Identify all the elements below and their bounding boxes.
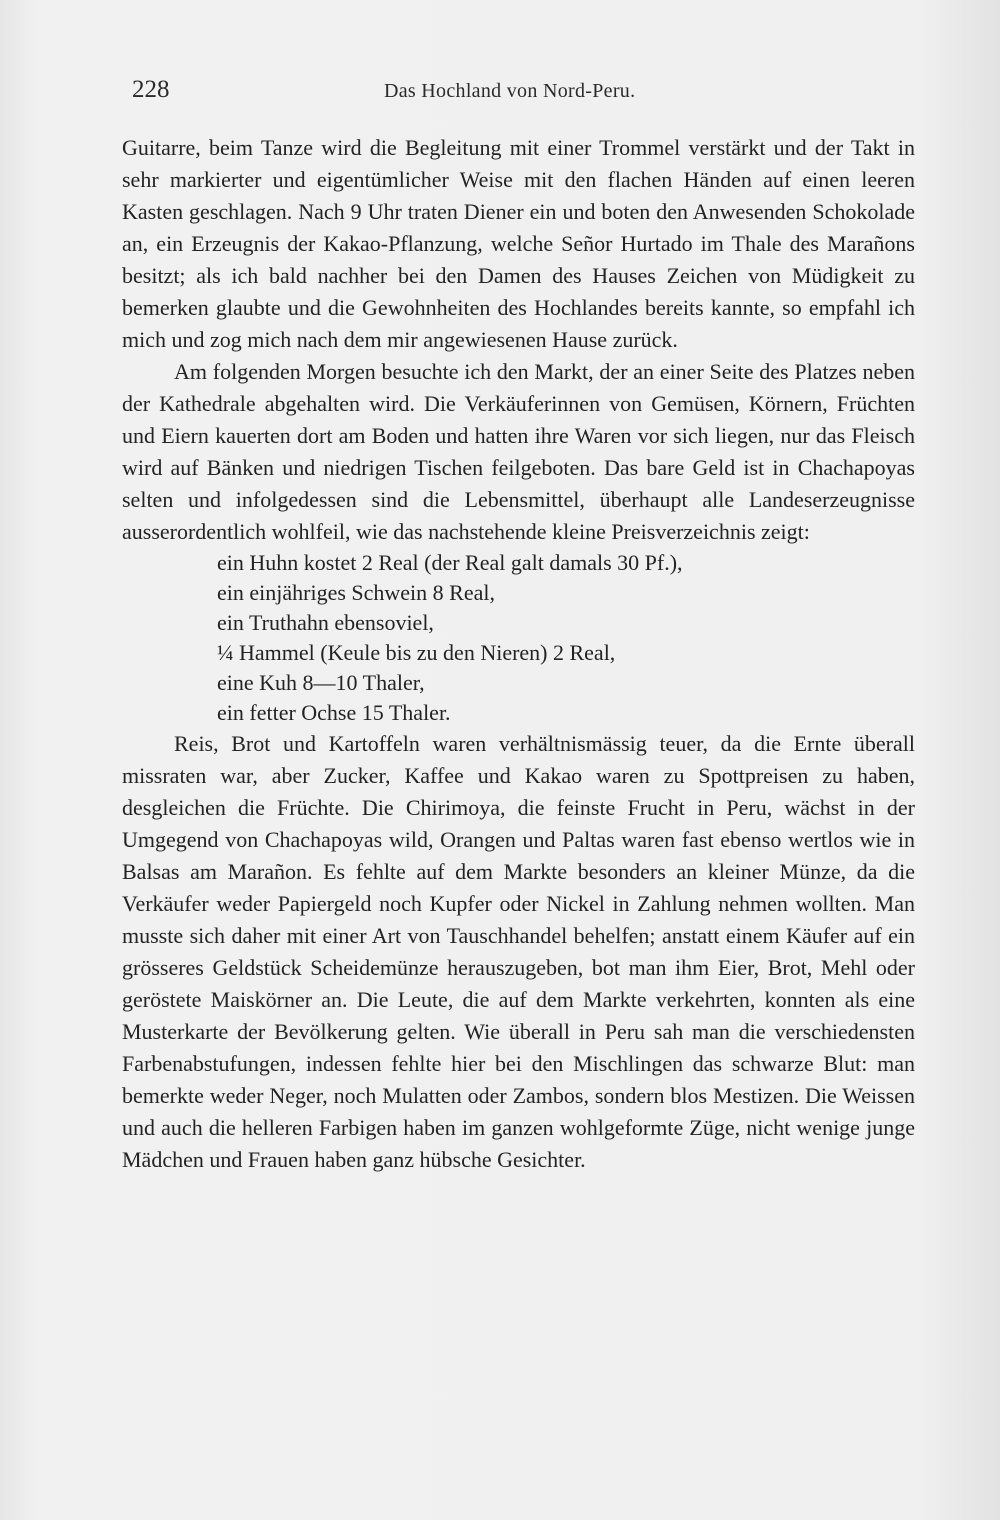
price-list: [122, 548, 915, 728]
price-list-item: ¼ Hammel (Keule bis zu den Nieren) 2 Real,: [217, 640, 616, 665]
running-head: Das Hochland von Nord-Peru.: [384, 80, 636, 102]
price-list-item: ein Huhn kostet 2 Real (der Real galt damals 30 Pf.),: [217, 550, 683, 575]
paragraph-continued: Guitarre, beim Tanze wird die Begleitung mit einer Trommel verstärkt und der Takt in sehr markierter und eigentümlicher Weise mit den flachen Händen auf einen leeren Kasten geschlagen. Nach 9 Uhr traten Diener ein und boten den Anwesenden Schokolade an, ein Erzeugnis der Kakao-Pflanzung, welche Señor Hurtado im Thale des Marañons besitzt; als ich bald nachher bei den Damen des Hauses Zeichen von Müdigkeit zu bemerken glaubte und die Gewohnheiten des Hochlandes bereits kannte, so empfahl ich mich und zog mich nach dem mir angewiesenen Hause zurück.: [122, 135, 915, 352]
page-number: 228: [132, 76, 170, 103]
price-list-item: ein Truthahn ebensoviel,: [217, 610, 434, 635]
price-list-item: eine Kuh 8—10 Thaler,: [217, 670, 425, 695]
page-header: [132, 76, 922, 106]
paragraph-market: Am folgenden Morgen besuchte ich den Markt, der an einer Seite des Platzes neben der Kathedrale abgehalten wird. Die Verkäuferinnen von Gemüsen, Körnern, Früchten und Eiern kauerten dort am Boden und hatten ihre Waren vor sich liegen, nur das Fleisch wird auf Bänken und niedrigen Tischen feilgeboten. Das bare Geld ist in Chachapoyas selten und infolgedessen sind die Lebensmittel, überhaupt alle Landeserzeugnisse ausserordentlich wohlfeil, wie das nachstehende kleine Preisverzeichnis zeigt:: [122, 359, 915, 544]
paragraph-prices: Reis, Brot und Kartoffeln waren verhältnismässig teuer, da die Ernte überall missraten war, aber Zucker, Kaffee und Kakao waren zu Spottpreisen zu haben, desgleichen die Früchte. Die Chirimoya, die feinste Frucht in Peru, wächst in der Umgegend von Chachapoyas wild, Orangen und Paltas waren fast ebenso wertlos wie in Balsas am Marañon. Es fehlte auf dem Markte besonders an kleiner Münze, da die Verkäufer weder Papiergeld noch Kupfer oder Nickel in Zahlung nehmen wollten. Man musste sich daher mit einer Art von Tauschhandel behelfen; anstatt einem Käufer auf ein grösseres Geldstück Scheidemünze herauszugeben, bot man ihm Eier, Brot, Mehl oder geröstete Maiskörner an. Die Leute, die auf dem Markte verkehrten, konnten als eine Musterkarte der Bevölkerung gelten. Wie überall in Peru sah man die verschiedensten Farbenabstufungen, indessen fehlte hier bei den Mischlingen das schwarze Blut: man bemerkte weder Neger, noch Mulatten oder Zambos, sondern blos Mestizen. Die Weissen und auch die helleren Farbigen haben im ganzen wohlgeformte Züge, nicht wenige junge Mädchen und Frauen haben ganz hübsche Gesichter.: [122, 731, 915, 1172]
price-list-item: ein einjähriges Schwein 8 Real,: [217, 580, 495, 605]
page-body: [122, 132, 915, 1176]
price-list-item: ein fetter Ochse 15 Thaler.: [217, 700, 451, 725]
